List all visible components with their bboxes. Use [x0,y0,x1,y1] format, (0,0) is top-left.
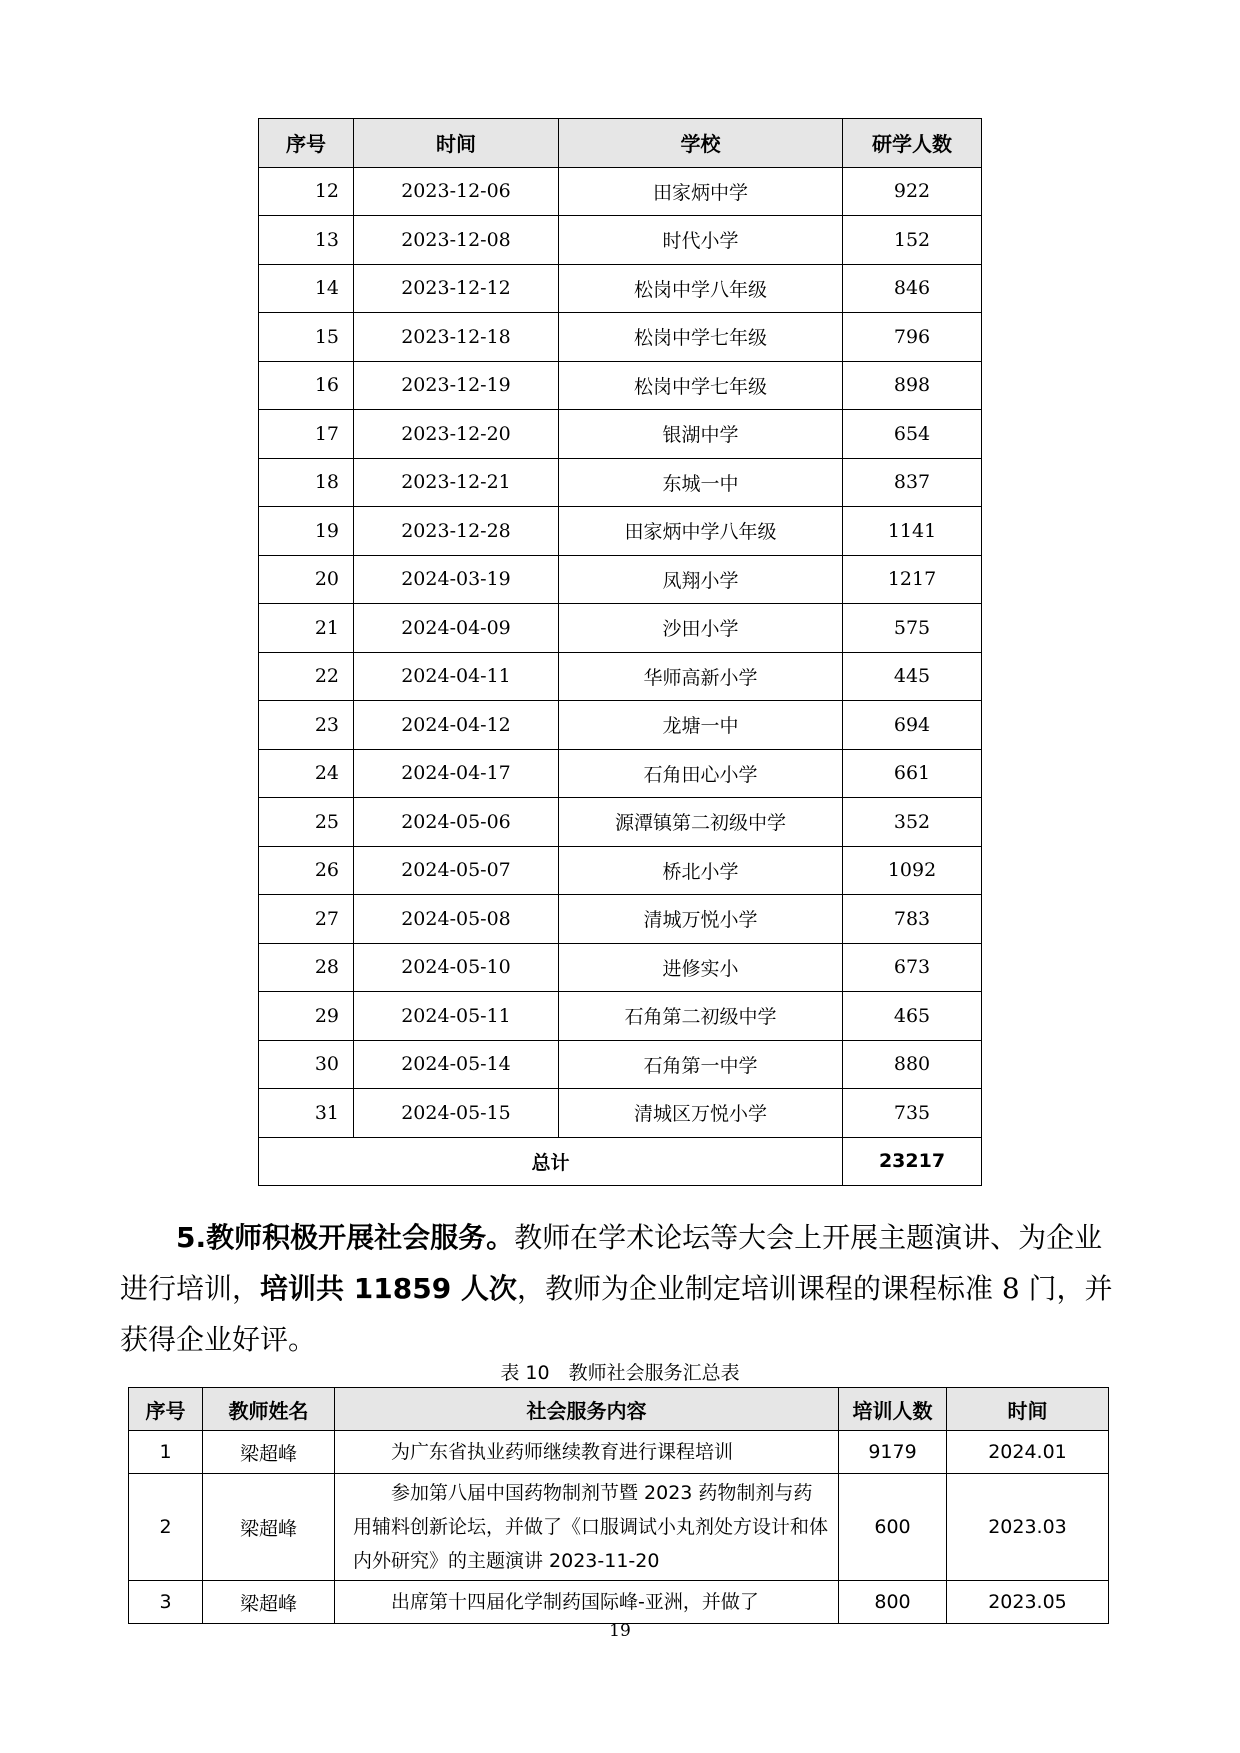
cell-index: 30 [259,1040,354,1089]
cell-date: 2024-03-19 [354,555,559,604]
header-trainees: 培训人数 [839,1388,947,1431]
table-row [259,604,982,653]
cell-time: 2023.03 [947,1474,1109,1581]
cell-date: 2024-04-09 [354,604,559,653]
cell-date: 2023-12-12 [354,264,559,313]
cell-count: 661 [843,749,982,798]
cell-school: 松岗中学七年级 [559,361,843,410]
cell-index: 12 [259,167,354,216]
cell-content: 参加第八届中国药物制剂节暨 2023 药物制剂与药用辅料创新论坛，并做了《口服调试小丸剂处方设计和体内外研究》的主题演讲 2023-11-20 [335,1474,839,1581]
cell-index: 23 [259,701,354,750]
paragraph-lead: 5.教师积极开展社会服务。 [176,1221,515,1254]
cell-date: 2024-05-07 [354,846,559,895]
cell-date: 2024-04-11 [354,652,559,701]
study-tour-table [258,118,982,1186]
cell-count: 796 [843,313,982,362]
table-row [259,749,982,798]
cell-school: 东城一中 [559,458,843,507]
cell-school: 桥北小学 [559,846,843,895]
cell-index: 18 [259,458,354,507]
cell-index: 26 [259,846,354,895]
cell-count: 1217 [843,555,982,604]
cell-count: 694 [843,701,982,750]
total-label: 总计 [259,1137,843,1186]
cell-date: 2024-05-11 [354,992,559,1041]
cell-time: 2024.01 [947,1431,1109,1474]
header-date: 时间 [354,119,559,168]
cell-count: 783 [843,895,982,944]
cell-school: 松岗中学八年级 [559,264,843,313]
cell-content: 为广东省执业药师继续教育进行课程培训 [335,1431,839,1474]
cell-index: 3 [129,1581,203,1624]
table-row [259,1089,982,1138]
table-header-row [129,1388,1109,1431]
header-teacher: 教师姓名 [203,1388,335,1431]
cell-date: 2023-12-28 [354,507,559,556]
cell-school: 龙塘一中 [559,701,843,750]
cell-teacher: 梁超峰 [203,1581,335,1624]
cell-index: 19 [259,507,354,556]
cell-trainees: 9179 [839,1431,947,1474]
cell-school: 凤翔小学 [559,555,843,604]
cell-teacher: 梁超峰 [203,1431,335,1474]
table-row [129,1474,1109,1581]
cell-count: 152 [843,216,982,265]
table-row [259,652,982,701]
table-row [259,798,982,847]
cell-count: 880 [843,1040,982,1089]
cell-index: 16 [259,361,354,410]
total-value: 23217 [843,1137,982,1186]
header-count: 研学人数 [843,119,982,168]
cell-index: 17 [259,410,354,459]
table-row [259,846,982,895]
cell-school: 松岗中学七年级 [559,313,843,362]
cell-date: 2023-12-21 [354,458,559,507]
cell-count: 837 [843,458,982,507]
cell-index: 15 [259,313,354,362]
cell-school: 进修实小 [559,943,843,992]
cell-school: 石角第二初级中学 [559,992,843,1041]
table-header-row [259,119,982,168]
table-body [259,167,982,1137]
cell-date: 2024-05-15 [354,1089,559,1138]
cell-school: 清城万悦小学 [559,895,843,944]
total-row [259,1137,982,1186]
table-row [259,555,982,604]
table-row [259,1040,982,1089]
table-row [259,458,982,507]
cell-index: 2 [129,1474,203,1581]
cell-date: 2023-12-06 [354,167,559,216]
cell-index: 21 [259,604,354,653]
cell-content: 出席第十四届化学制药国际峰-亚洲，并做了 [335,1581,839,1624]
cell-count: 445 [843,652,982,701]
table-row [129,1581,1109,1624]
cell-time: 2023.05 [947,1581,1109,1624]
cell-count: 575 [843,604,982,653]
cell-school: 石角第一中学 [559,1040,843,1089]
table-row [259,507,982,556]
cell-count: 654 [843,410,982,459]
table-row [259,361,982,410]
cell-index: 24 [259,749,354,798]
cell-trainees: 800 [839,1581,947,1624]
cell-count: 1141 [843,507,982,556]
cell-date: 2024-05-14 [354,1040,559,1089]
cell-school: 源潭镇第二初级中学 [559,798,843,847]
cell-date: 2024-04-12 [354,701,559,750]
cell-date: 2023-12-20 [354,410,559,459]
cell-date: 2024-04-17 [354,749,559,798]
table-row [259,216,982,265]
cell-trainees: 600 [839,1474,947,1581]
cell-index: 27 [259,895,354,944]
cell-index: 29 [259,992,354,1041]
cell-date: 2024-05-06 [354,798,559,847]
paragraph-text-2: ，教师为企业制定培训课程的课程标准 8 门，并获得企业好评。 [120,1272,1113,1356]
cell-index: 13 [259,216,354,265]
cell-school: 银湖中学 [559,410,843,459]
table-row [259,167,982,216]
table-row [259,264,982,313]
header-school: 学校 [559,119,843,168]
cell-date: 2023-12-18 [354,313,559,362]
cell-count: 465 [843,992,982,1041]
cell-count: 673 [843,943,982,992]
cell-index: 20 [259,555,354,604]
cell-date: 2023-12-08 [354,216,559,265]
table-row [259,895,982,944]
table-caption: 表 10 教师社会服务汇总表 [500,1362,740,1384]
table-row [129,1431,1109,1474]
cell-count: 922 [843,167,982,216]
cell-count: 352 [843,798,982,847]
cell-school: 华师高新小学 [559,652,843,701]
cell-school: 田家炳中学 [559,167,843,216]
page-number: 19 [609,1621,631,1641]
table-row [259,943,982,992]
table-row [259,701,982,750]
cell-date: 2024-05-08 [354,895,559,944]
cell-count: 898 [843,361,982,410]
cell-count: 1092 [843,846,982,895]
table-row [259,992,982,1041]
cell-school: 清城区万悦小学 [559,1089,843,1138]
cell-count: 735 [843,1089,982,1138]
cell-date: 2024-05-10 [354,943,559,992]
cell-school: 时代小学 [559,216,843,265]
cell-index: 28 [259,943,354,992]
cell-school: 田家炳中学八年级 [559,507,843,556]
header-index: 序号 [259,119,354,168]
cell-date: 2023-12-19 [354,361,559,410]
header-index: 序号 [129,1388,203,1431]
cell-school: 沙田小学 [559,604,843,653]
cell-school: 石角田心小学 [559,749,843,798]
cell-index: 25 [259,798,354,847]
social-service-paragraph [120,1212,1120,1365]
table-row [259,313,982,362]
header-content: 社会服务内容 [335,1388,839,1431]
cell-count: 846 [843,264,982,313]
table-row [259,410,982,459]
cell-index: 31 [259,1089,354,1138]
social-service-table [128,1387,1109,1624]
header-time: 时间 [947,1388,1109,1431]
cell-teacher: 梁超峰 [203,1474,335,1581]
paragraph-highlight: 培训共 11859 人次 [260,1272,517,1305]
cell-index: 14 [259,264,354,313]
paragraph-text-1: 教师在学术论坛等大会上开展主题演讲、为企业进行培训， [120,1221,1103,1305]
cell-index: 1 [129,1431,203,1474]
cell-index: 22 [259,652,354,701]
